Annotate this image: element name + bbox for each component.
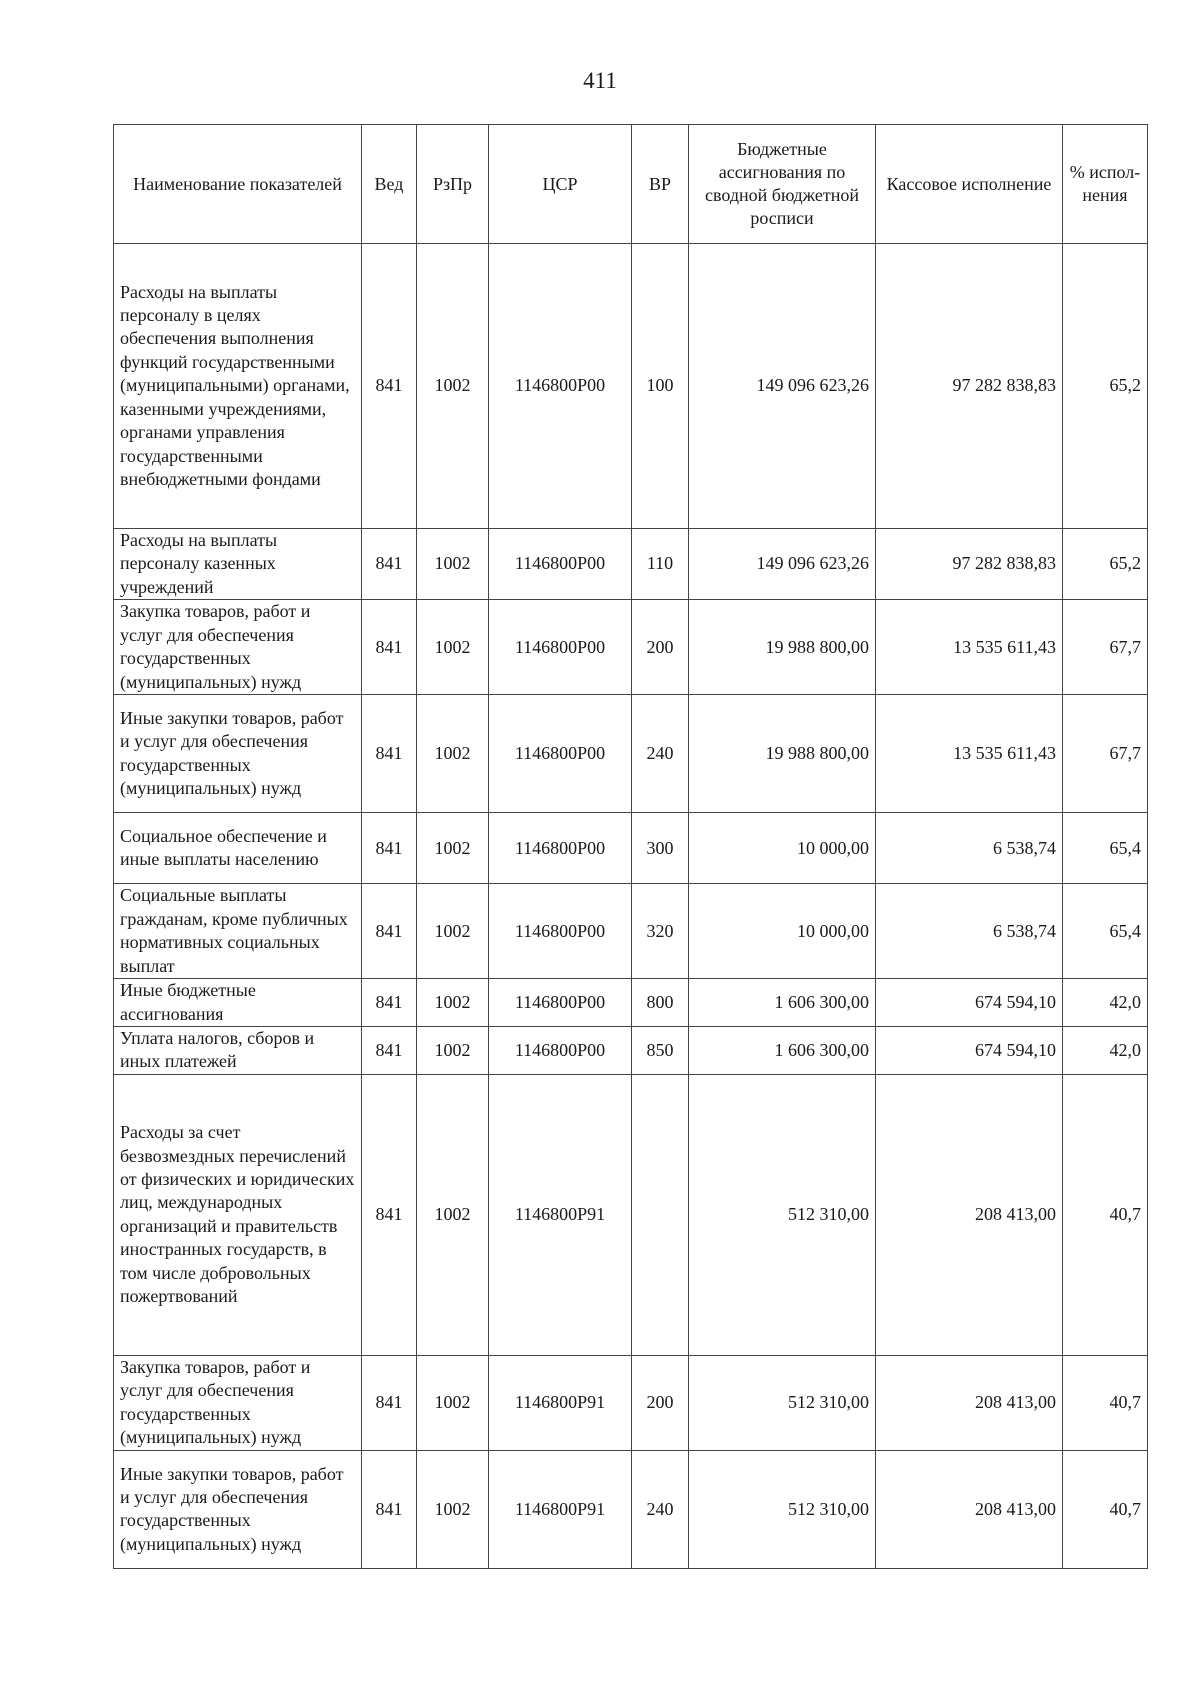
- row-rzpr: 1002: [417, 244, 489, 529]
- row-name: Расходы за счет безвозмездных перечислений от физических и юридических лиц, международных организаций и правительств иностранных государств, в том числе добровольных пожертвований: [114, 1074, 362, 1355]
- row-vr: 200: [632, 600, 689, 695]
- row-executed: 208 413,00: [876, 1074, 1063, 1355]
- row-assigned: 1 606 300,00: [689, 979, 876, 1027]
- row-percent: 40,7: [1063, 1355, 1148, 1450]
- row-assigned: 1 606 300,00: [689, 1027, 876, 1075]
- row-csr: 1146800Р00: [489, 884, 632, 979]
- row-assigned: 149 096 623,26: [689, 244, 876, 529]
- row-name: Расходы на выплаты персоналу казенных учреждений: [114, 529, 362, 600]
- row-name: Расходы на выплаты персоналу в целях обеспечения выполнения функций государственными (муниципальными) органами, казенными учреждениями, органами управления государственными внебюджетными фондами: [114, 244, 362, 529]
- row-name: Иные закупки товаров, работ и услуг для обеспечения государственных (муниципальных) нужд: [114, 1450, 362, 1568]
- table-row: [114, 1450, 1148, 1568]
- page-number: 411: [583, 68, 617, 93]
- row-executed: 13 535 611,43: [876, 600, 1063, 695]
- row-assigned: 512 310,00: [689, 1074, 876, 1355]
- header-executed: Кассовое исполнение: [876, 125, 1063, 244]
- row-vr: 240: [632, 695, 689, 813]
- row-ved: 841: [362, 979, 417, 1027]
- row-assigned: 10 000,00: [689, 813, 876, 884]
- row-assigned: 149 096 623,26: [689, 529, 876, 600]
- row-executed: 674 594,10: [876, 1027, 1063, 1075]
- row-ved: 841: [362, 1355, 417, 1450]
- row-rzpr: 1002: [417, 884, 489, 979]
- row-ved: 841: [362, 529, 417, 600]
- row-vr: 200: [632, 1355, 689, 1450]
- header-name: Наименование показателей: [114, 125, 362, 244]
- row-csr: 1146800Р91: [489, 1074, 632, 1355]
- row-ved: 841: [362, 695, 417, 813]
- row-csr: 1146800Р00: [489, 813, 632, 884]
- header-assigned: Бюджетные ассигнования по сводной бюджетной росписи: [689, 125, 876, 244]
- row-name: Социальные выплаты гражданам, кроме публичных нормативных социальных выплат: [114, 884, 362, 979]
- row-executed: 6 538,74: [876, 884, 1063, 979]
- row-vr: [632, 1074, 689, 1355]
- row-percent: 40,7: [1063, 1450, 1148, 1568]
- header-percent: % испол-нения: [1063, 125, 1148, 244]
- table-row: [114, 529, 1148, 600]
- row-executed: 674 594,10: [876, 979, 1063, 1027]
- row-vr: 850: [632, 1027, 689, 1075]
- row-csr: 1146800Р00: [489, 600, 632, 695]
- row-vr: 110: [632, 529, 689, 600]
- row-executed: 97 282 838,83: [876, 529, 1063, 600]
- table-row: [114, 813, 1148, 884]
- row-rzpr: 1002: [417, 529, 489, 600]
- row-csr: 1146800Р00: [489, 529, 632, 600]
- row-assigned: 512 310,00: [689, 1450, 876, 1568]
- row-rzpr: 1002: [417, 1027, 489, 1075]
- row-ved: 841: [362, 244, 417, 529]
- row-csr: 1146800Р91: [489, 1355, 632, 1450]
- row-executed: 208 413,00: [876, 1355, 1063, 1450]
- row-csr: 1146800Р00: [489, 1027, 632, 1075]
- row-percent: 65,2: [1063, 244, 1148, 529]
- row-assigned: 19 988 800,00: [689, 695, 876, 813]
- row-executed: 13 535 611,43: [876, 695, 1063, 813]
- row-vr: 320: [632, 884, 689, 979]
- row-csr: 1146800Р00: [489, 979, 632, 1027]
- row-vr: 300: [632, 813, 689, 884]
- header-vr: ВР: [632, 125, 689, 244]
- row-percent: 40,7: [1063, 1074, 1148, 1355]
- row-name: Социальное обеспечение и иные выплаты населению: [114, 813, 362, 884]
- table-row: [114, 600, 1148, 695]
- row-ved: 841: [362, 1027, 417, 1075]
- table-row: [114, 1074, 1148, 1355]
- row-rzpr: 1002: [417, 695, 489, 813]
- row-vr: 800: [632, 979, 689, 1027]
- row-assigned: 19 988 800,00: [689, 600, 876, 695]
- table-row: [114, 1355, 1148, 1450]
- header-ved: Вед: [362, 125, 417, 244]
- table-row: [114, 1027, 1148, 1075]
- row-ved: 841: [362, 884, 417, 979]
- row-percent: 67,7: [1063, 600, 1148, 695]
- row-ved: 841: [362, 813, 417, 884]
- row-percent: 42,0: [1063, 979, 1148, 1027]
- row-name: Иные закупки товаров, работ и услуг для обеспечения государственных (муниципальных) нужд: [114, 695, 362, 813]
- row-name: Иные бюджетные ассигнования: [114, 979, 362, 1027]
- row-executed: 6 538,74: [876, 813, 1063, 884]
- table-row: [114, 695, 1148, 813]
- row-executed: 208 413,00: [876, 1450, 1063, 1568]
- row-vr: 100: [632, 244, 689, 529]
- row-percent: 65,4: [1063, 884, 1148, 979]
- row-executed: 97 282 838,83: [876, 244, 1063, 529]
- row-ved: 841: [362, 600, 417, 695]
- row-percent: 65,4: [1063, 813, 1148, 884]
- row-ved: 841: [362, 1074, 417, 1355]
- row-assigned: 512 310,00: [689, 1355, 876, 1450]
- header-rzpr: РзПр: [417, 125, 489, 244]
- row-rzpr: 1002: [417, 1450, 489, 1568]
- header-row: [114, 125, 1148, 244]
- budget-execution-table: [113, 124, 1148, 1569]
- table-row: [114, 244, 1148, 529]
- row-csr: 1146800Р00: [489, 695, 632, 813]
- row-percent: 67,7: [1063, 695, 1148, 813]
- row-assigned: 10 000,00: [689, 884, 876, 979]
- row-percent: 65,2: [1063, 529, 1148, 600]
- table-row: [114, 884, 1148, 979]
- row-csr: 1146800Р91: [489, 1450, 632, 1568]
- row-rzpr: 1002: [417, 600, 489, 695]
- row-rzpr: 1002: [417, 979, 489, 1027]
- row-csr: 1146800Р00: [489, 244, 632, 529]
- row-ved: 841: [362, 1450, 417, 1568]
- row-percent: 42,0: [1063, 1027, 1148, 1075]
- row-vr: 240: [632, 1450, 689, 1568]
- row-rzpr: 1002: [417, 813, 489, 884]
- row-name: Уплата налогов, сборов и иных платежей: [114, 1027, 362, 1075]
- row-name: Закупка товаров, работ и услуг для обеспечения государственных (муниципальных) нужд: [114, 1355, 362, 1450]
- table-row: [114, 979, 1148, 1027]
- row-rzpr: 1002: [417, 1074, 489, 1355]
- header-csr: ЦСР: [489, 125, 632, 244]
- row-rzpr: 1002: [417, 1355, 489, 1450]
- row-name: Закупка товаров, работ и услуг для обеспечения государственных (муниципальных) нужд: [114, 600, 362, 695]
